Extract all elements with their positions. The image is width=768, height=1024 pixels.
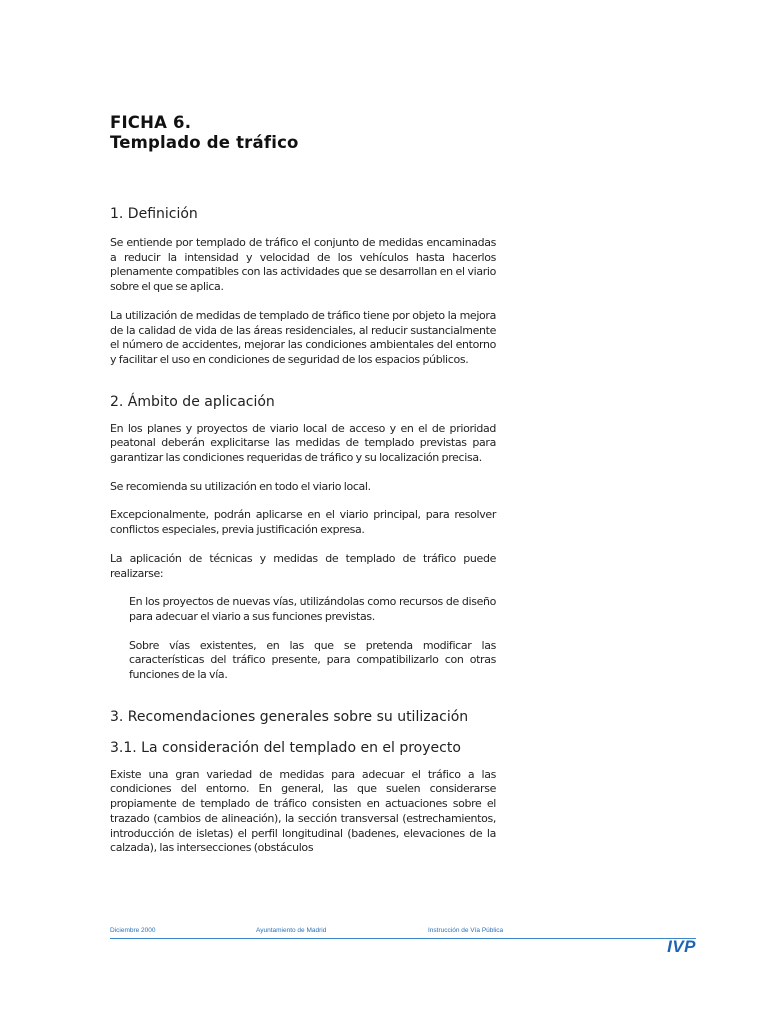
footer-divider (110, 938, 696, 939)
paragraph: La utilización de medidas de templado de tráfico tiene por objeto la mejora de la calidad de vida de las áreas residenciales, al reducir sustancialmente el número de accidentes, mejorar las condiciones ambientales del entorno y facilitar el uso en condiciones de seguridad de los espacios públicos. (110, 308, 496, 366)
title-block (110, 113, 299, 153)
paragraph: Excepcionalmente, podrán aplicarse en el viario principal, para resolver conflictos especiales, previa justificación expresa. (110, 508, 496, 537)
subsection-heading-consideracion: 3.1. La consideración del templado en el proyecto (110, 739, 461, 756)
fiche-number: FICHA 6. (110, 113, 192, 132)
paragraph: La aplicación de técnicas y medidas de templado de tráfico puede realizarse: (110, 551, 496, 580)
ivp-logo: IVP (667, 937, 696, 956)
section-heading-definicion: 1. Definición (110, 206, 198, 222)
footer-document-name: Instrucción de Vía Pública (428, 927, 504, 934)
section-heading-recomendaciones: 3. Recomendaciones generales sobre su utilización (110, 708, 469, 725)
footer-organization: Ayuntamiento de Madrid (256, 927, 327, 934)
paragraph: Existe una gran variedad de medidas para adecuar el tráfico a las condiciones del entorno. En general, las que suelen considerarse propiamente de templado de tráfico consisten en actuaciones sobre el trazado (cambios de alineación), la sección transversal (estrechamientos, introducción de isletas) el perfil longitudinal (badenes, elevaciones de la calzada), las intersecciones (obstáculos (110, 767, 496, 855)
footer-date: Diciembre 2000 (110, 927, 156, 934)
document-body (110, 204, 496, 856)
section-heading-ambito: 2. Ámbito de aplicación (110, 393, 275, 410)
paragraph: Se recomienda su utilización en todo el viario local. (110, 479, 371, 493)
paragraph: En los planes y proyectos de viario local de acceso y en el de prioridad peatonal deberán explicitarse las medidas de templado previstas para garantizar las condiciones requeridas de tráfico y su localización precisa. (110, 421, 496, 465)
paragraph: Se entiende por templado de tráfico el conjunto de medidas encaminadas a reducir la intensidad y velocidad de los vehículos hasta hacerlos plenamente compatibles con las actividades que se desarrollan en el viario sobre el que se aplica. (110, 236, 496, 294)
indented-paragraph: Sobre vías existentes, en las que se pretenda modificar las características del tráfico presente, para compatibilizarlo con otras funciones de la vía. (129, 638, 496, 682)
indented-paragraph: En los proyectos de nuevas vías, utilizándolas como recursos de diseño para adecuar el viario a sus funciones previstas. (129, 595, 496, 623)
page-footer (110, 927, 696, 956)
fiche-title: Templado de tráfico (110, 133, 299, 152)
